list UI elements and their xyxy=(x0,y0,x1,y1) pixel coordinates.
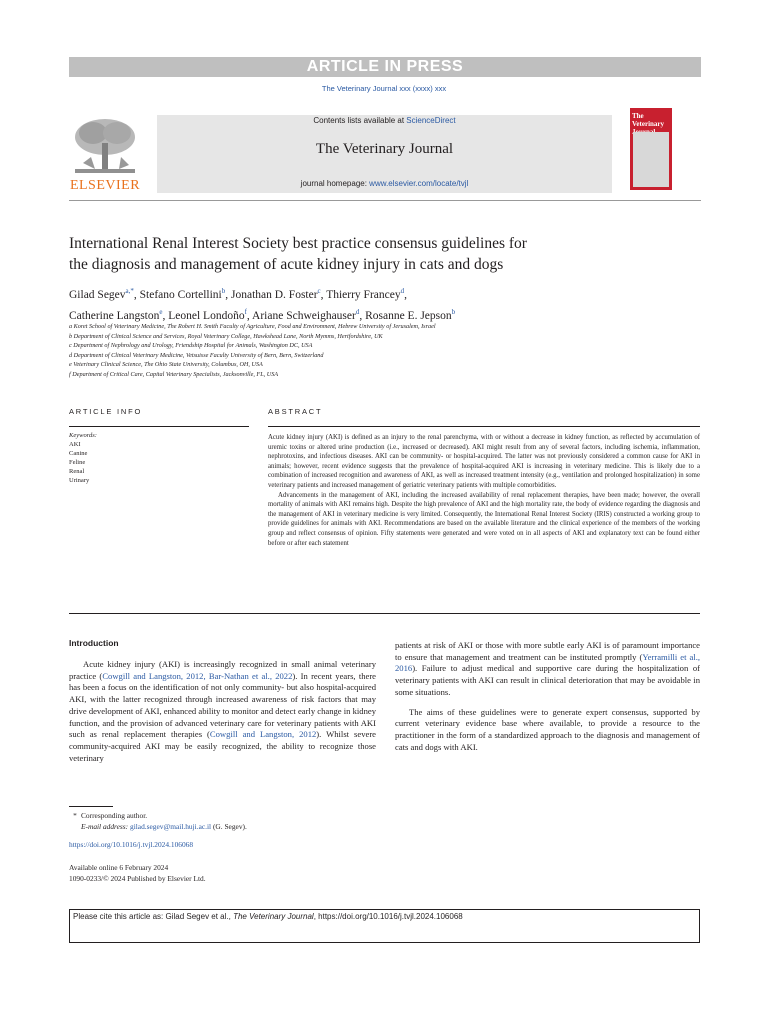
body-text: ). Whilst severe community-acquired AKI may be easily recognized, the ability to recognize those veterinary xyxy=(69,729,376,763)
available-online: Available online 6 February 2024 xyxy=(69,863,169,872)
author-separator: , xyxy=(133,288,140,301)
reference-link[interactable]: Cowgill and Langston, 2012 xyxy=(209,729,317,740)
abstract-rule-top xyxy=(268,426,700,427)
abstract-heading: ABSTRACT xyxy=(268,407,323,416)
elsevier-tree-logo xyxy=(69,113,141,177)
header-divider xyxy=(69,200,701,201)
sciencedirect-link[interactable]: ScienceDirect xyxy=(406,116,456,125)
introduction-left-column xyxy=(69,659,376,764)
reference-link[interactable]: Yerramilli et al., 2016 xyxy=(395,651,700,674)
body-text: ). In recent years, there has been a focus on the identification of not only community- but also hospital-acquired AKI, with the latter recognized through increased awareness of risk factors that may drive development of AKI, enhanced ability to monitor and detect early change in kidney function, and the provision of advanced veterinary care for veterinary patients with AKI such as renal replacement therapies ( xyxy=(69,670,376,740)
keyword-item: AKI xyxy=(69,441,81,448)
cite-prefix: Please cite this article as: Gilad Segev et al., xyxy=(73,912,234,921)
author-affiliation-marker[interactable]: d xyxy=(355,307,360,316)
introduction-right-column xyxy=(395,640,700,753)
email-link[interactable]: gilad.segev@mail.huji.ac.il xyxy=(130,822,212,831)
cite-journal: The Veterinary Journal xyxy=(233,912,314,921)
intro-paragraph-2: The aims of these guidelines were to generate expert consensus, supported by current veterinary evidence base where available, to provide a resource to the practitioner in the form of a standardized approach to the diagnosis and management of cats and dogs with AKI. xyxy=(395,706,700,752)
authors-line-1 xyxy=(69,283,689,304)
author-name: Rosanne E. Jepson xyxy=(365,309,452,322)
cite-this-article-text xyxy=(73,912,693,921)
article-info-rule xyxy=(69,426,249,427)
journal-title: The Veterinary Journal xyxy=(315,141,454,157)
author-separator: , xyxy=(359,309,366,322)
corresponding-author-footnote xyxy=(69,810,389,832)
abstract-rule-bottom xyxy=(69,613,700,614)
affiliation-item: d Department of Clinical Veterinary Medicine, Vetsuisse Faculty University of Bern, Bern, Switzerland xyxy=(69,351,324,359)
reference-link[interactable]: Cowgill and Langston, 2012, Bar-Nathan et al., 2022 xyxy=(102,670,293,681)
author-separator: , xyxy=(404,288,407,301)
author-affiliation-marker[interactable]: a,* xyxy=(125,287,134,295)
author-name: Gilad Segev xyxy=(69,288,126,301)
author-separator: , xyxy=(162,309,169,322)
doi-link[interactable]: https://doi.org/10.1016/j.tvjl.2024.106068 xyxy=(69,840,194,849)
journal-citation-line[interactable]: The Veterinary Journal xxx (xxxx) xxx xyxy=(321,84,447,93)
asterisk-icon: * xyxy=(73,811,77,820)
author-name: Ariane Schweighauser xyxy=(252,309,356,322)
cover-photo xyxy=(633,132,669,187)
author-affiliation-marker[interactable]: c xyxy=(317,287,321,295)
email-label: E-mail address: xyxy=(81,822,130,831)
affiliation-item: c Department of Nephrology and Urology, Friendship Hospital for Animals, Washington DC, USA xyxy=(69,342,313,350)
paper-title xyxy=(69,233,689,275)
cite-suffix: , https://doi.org/10.1016/j.tvjl.2024.106068 xyxy=(313,912,463,921)
affiliation-item: b Department of Clinical Science and Services, Royal Veterinary College, Hawkshead Lane, North Mymms, Hertfordshire, UK xyxy=(69,332,383,340)
author-name: Thierry Francey xyxy=(326,288,401,301)
journal-homepage-line xyxy=(157,179,612,188)
author-affiliation-marker[interactable]: b xyxy=(221,287,226,295)
author-name: Catherine Langston xyxy=(69,309,160,322)
corresponding-label: Corresponding author. xyxy=(81,811,148,820)
affiliations xyxy=(69,322,689,380)
abstract-text xyxy=(268,433,700,548)
author-affiliation-marker[interactable]: d xyxy=(400,287,405,295)
author-name: Leonel Londoño xyxy=(168,309,245,322)
author-name: Jonathan D. Foster xyxy=(230,288,318,301)
title-line-1: International Renal Interest Society best practice consensus guidelines for xyxy=(69,235,527,252)
homepage-link[interactable]: www.elsevier.com/locate/tvjl xyxy=(369,179,469,188)
copyright-line: 1090-0233/© 2024 Published by Elsevier Ltd. xyxy=(69,874,206,883)
author-affiliation-marker[interactable]: f xyxy=(244,307,247,316)
author-list xyxy=(69,283,689,325)
keywords-label: Keywords: xyxy=(69,432,97,439)
body-text: patients at risk of AKI or those with more subtle early AKI is of paramount importance to ensure that management and treatment can be instituted promptly ( xyxy=(395,640,700,662)
introduction-heading: Introduction xyxy=(69,638,119,648)
keyword-item: Urinary xyxy=(69,477,90,484)
footnote-divider xyxy=(69,806,113,807)
keyword-item: Canine xyxy=(69,450,88,457)
affiliation-item: e Veterinary Clinical Science, The Ohio State University, Columbus, OH, USA xyxy=(69,361,263,369)
author-separator: , xyxy=(320,288,327,301)
article-info-heading: ARTICLE INFO xyxy=(69,407,143,416)
cover-title: The Veterinary xyxy=(632,112,665,128)
availability-info xyxy=(69,862,206,884)
homepage-prefix: journal homepage: xyxy=(300,179,370,188)
contents-prefix: Contents lists available at xyxy=(313,116,407,125)
author-affiliation-marker[interactable]: b xyxy=(451,307,456,316)
elsevier-wordmark: ELSEVIER xyxy=(69,178,141,193)
email-suffix: (G. Segev). xyxy=(211,822,247,831)
body-text: Acute kidney injury (AKI) is increasingly recognized in small animal veterinary practice ( xyxy=(69,659,376,681)
affiliation-item: a Koret School of Veterinary Medicine, The Robert H. Smith Faculty of Agriculture, Food and Environment, Hebrew University of Jerusalem, Israel xyxy=(69,323,436,330)
abstract-paragraph-2: Advancements in the management of AKI, including the increased availability of renal replacement therapies, have been made; however, the overall mortality of animals with AKI remains high. Despite the high prevalence of AKI and the high mortality rate, the body of evidence regarding the diagnosis and the management of AKI in veterinary medicine is very limited. Consequently, the International Renal Interest Society (IRIS) constructed a working group to provide guidelines for animals with AKI. Recommendations are based on the available literature and the clinical experience of the members of the working group and reflect consensus of opinion. Fifty statements were generated and were voted on in all aspects of AKI and explanatory text can be found either before or after each statement xyxy=(268,491,700,547)
contents-lists-line xyxy=(157,116,612,125)
author-name: Stefano Cortellini xyxy=(139,288,222,301)
keyword-item: Renal xyxy=(69,468,85,475)
intro-paragraph-1-cont xyxy=(395,640,700,699)
keyword-item: Feline xyxy=(69,459,86,466)
abstract-paragraph-1: Acute kidney injury (AKI) is defined as an injury to the renal parenchyma, with or without a decrease in kidney function, as reflected by accumulation of uremic toxins or altered urine production (i.e., increased or decreased). AKI might result from any of several factors, including ischemia, inflammation, nephrotoxins, and infectious diseases. AKI can be community- or hospital-acquired. The latter was not previously considered a common cause for AKI in animals; however, recent evidence suggests that the prevalence of hospital-acquired AKI is increasing in veterinary medicine. This is likely due to a combination of increased recognition and awareness of AKI, as well as increased treatment intensity (e.g., ventilation and prolonged hospitalization) in some veterinary patients and increased management of geriatric veterinary patients with multiple comorbidities. xyxy=(268,434,700,489)
author-separator: , xyxy=(225,288,231,301)
intro-paragraph-1 xyxy=(69,659,376,764)
affiliation-item: f Department of Critical Care, Capital Veterinary Specialists, Jacksonville, FL, USA xyxy=(69,370,279,378)
author-affiliation-marker[interactable]: e xyxy=(159,307,163,316)
keywords-block xyxy=(69,431,249,485)
author-separator: , xyxy=(246,309,253,322)
title-line-2: the diagnosis and management of acute kidney injury in cats and dogs xyxy=(69,256,504,273)
article-in-press-banner: ARTICLE IN PRESS xyxy=(69,57,701,77)
body-text: ). Failure to adjust medical and supportive care during the hospitalization of veterinary patients with AKI can result in clinical deterioration that may be avoidable in some situations. xyxy=(395,663,700,697)
